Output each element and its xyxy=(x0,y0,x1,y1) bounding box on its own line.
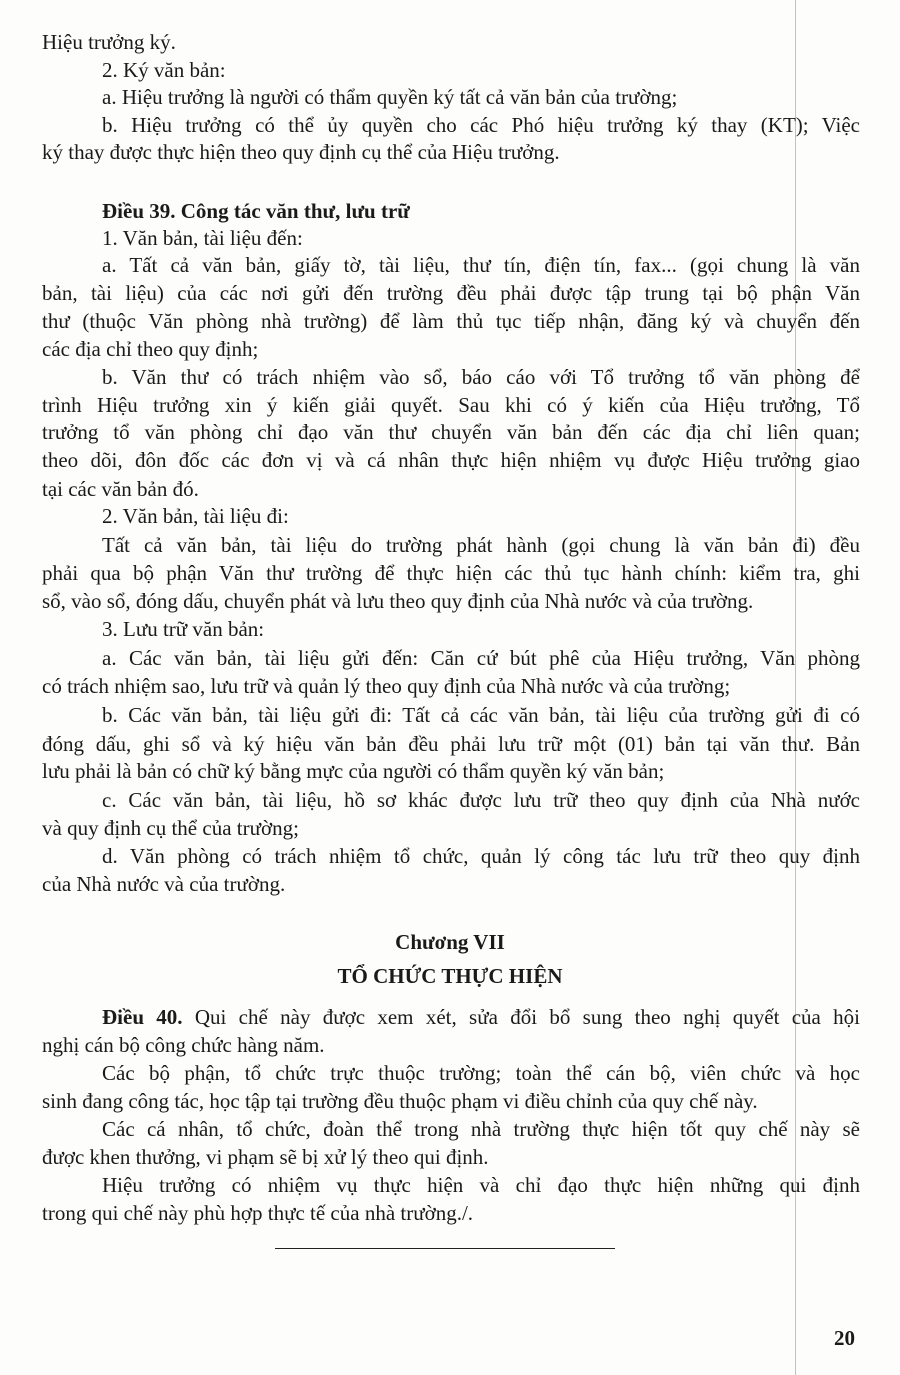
end-divider xyxy=(275,1248,615,1249)
text-line: b. Hiệu trưởng có thể ủy quyền cho các Phó hiệu trưởng ký thay (KT); Việc xyxy=(102,113,860,137)
text-line: trong qui chế này phù hợp thực tế của nhà trường./. xyxy=(42,1201,474,1225)
page-number: 20 xyxy=(834,1326,855,1350)
text-line: có trách nhiệm sao, lưu trữ và quản lý theo quy định của Nhà nước và của trường; xyxy=(42,674,731,698)
text-line: Hiệu trưởng có nhiệm vụ thực hiện và chỉ đạo thực hiện những qui định xyxy=(102,1173,860,1197)
article-40-text: Qui chế này được xem xét, sửa đổi bổ sung theo nghị quyết của hội xyxy=(182,1005,860,1029)
text-line: của Nhà nước và của trường. xyxy=(42,872,286,896)
text-line: được khen thưởng, vi phạm sẽ bị xử lý theo qui định. xyxy=(42,1145,489,1169)
text-line xyxy=(42,1003,860,1031)
text-line: sổ, vào sổ, đóng dấu, chuyển phát và lưu theo quy định của Nhà nước và của trường. xyxy=(42,589,754,613)
text-line: b. Các văn bản, tài liệu gửi đi: Tất cả các văn bản, tài liệu của trường gửi đi có xyxy=(102,703,860,727)
chapter-number: Chương VII xyxy=(395,930,505,954)
text-line: 1. Văn bản, tài liệu đến: xyxy=(102,226,303,250)
text-line: Các bộ phận, tổ chức trực thuộc trường; toàn thể cán bộ, viên chức và học xyxy=(102,1061,860,1085)
text-line: Tất cả văn bản, tài liệu do trường phát hành (gọi chung là văn bản đi) đều xyxy=(102,533,860,557)
text-line: ký thay được thực hiện theo quy định cụ thể của Hiệu trưởng. xyxy=(42,140,560,164)
text-line: trình Hiệu trưởng xin ý kiến giải quyết. Sau khi có ý kiến của Hiệu trưởng, Tổ xyxy=(42,393,860,417)
text-line: sinh đang công tác, học tập tại trường đều thuộc phạm vi điều chỉnh của quy chế này. xyxy=(42,1089,758,1113)
text-line: tại các văn bản đó. xyxy=(42,477,199,501)
text-line: 3. Lưu trữ văn bản: xyxy=(102,617,265,641)
text-line: phải qua bộ phận Văn thư trường để thực hiện các thủ tục hành chính: kiểm tra, ghi xyxy=(42,561,860,585)
text-line: Các cá nhân, tổ chức, đoàn thể trong nhà trường thực hiện tốt quy chế này sẽ xyxy=(102,1117,860,1141)
text-line: lưu phải là bản có chữ ký bằng mực của người có thẩm quyền ký văn bản; xyxy=(42,759,665,783)
text-line: theo dõi, đôn đốc các đơn vị và cá nhân thực hiện nhiệm vụ được Hiệu trưởng giao xyxy=(42,448,860,472)
text-line: nghị cán bộ công chức hàng năm. xyxy=(42,1033,325,1057)
text-line: b. Văn thư có trách nhiệm vào sổ, báo cáo với Tổ trưởng tổ văn phòng để xyxy=(102,365,860,389)
chapter-title: TỔ CHỨC THỰC HIỆN xyxy=(337,964,563,988)
text-line: a. Hiệu trưởng là người có thẩm quyền ký tất cả văn bản của trường; xyxy=(102,85,678,109)
text-line: 2. Văn bản, tài liệu đi: xyxy=(102,504,289,528)
text-line: a. Tất cả văn bản, giấy tờ, tài liệu, thư tín, điện tín, fax... (gọi chung là văn xyxy=(102,253,860,277)
text-line: thư (thuộc Văn phòng nhà trường) để làm thủ tục tiếp nhận, đăng ký và chuyển đến xyxy=(42,309,860,333)
text-line: đóng dấu, ghi sổ và ký hiệu văn bản đều phải lưu trữ một (01) bản tại văn thư. Bản xyxy=(42,732,860,756)
article-39-heading: Điều 39. Công tác văn thư, lưu trữ xyxy=(102,199,410,223)
text-line: bản, tài liệu) của các nơi gửi đến trường đều phải được tập trung tại bộ phận Văn xyxy=(42,281,860,305)
text-line: Hiệu trưởng ký. xyxy=(42,30,176,54)
text-line: và quy định cụ thể của trường; xyxy=(42,816,299,840)
text-line: các địa chỉ theo quy định; xyxy=(42,337,259,361)
text-line: d. Văn phòng có trách nhiệm tổ chức, quản lý công tác lưu trữ theo quy định xyxy=(102,844,860,868)
text-line: c. Các văn bản, tài liệu, hồ sơ khác được lưu trữ theo quy định của Nhà nước xyxy=(102,788,860,812)
text-line: trưởng tổ văn phòng chỉ đạo văn thư chuyển văn bản đến các địa chỉ liên quan; xyxy=(42,420,860,444)
article-40-heading: Điều 40. xyxy=(102,1005,183,1029)
text-line: 2. Ký văn bản: xyxy=(102,58,226,82)
text-line: a. Các văn bản, tài liệu gửi đến: Căn cứ bút phê của Hiệu trưởng, Văn phòng xyxy=(102,646,860,670)
